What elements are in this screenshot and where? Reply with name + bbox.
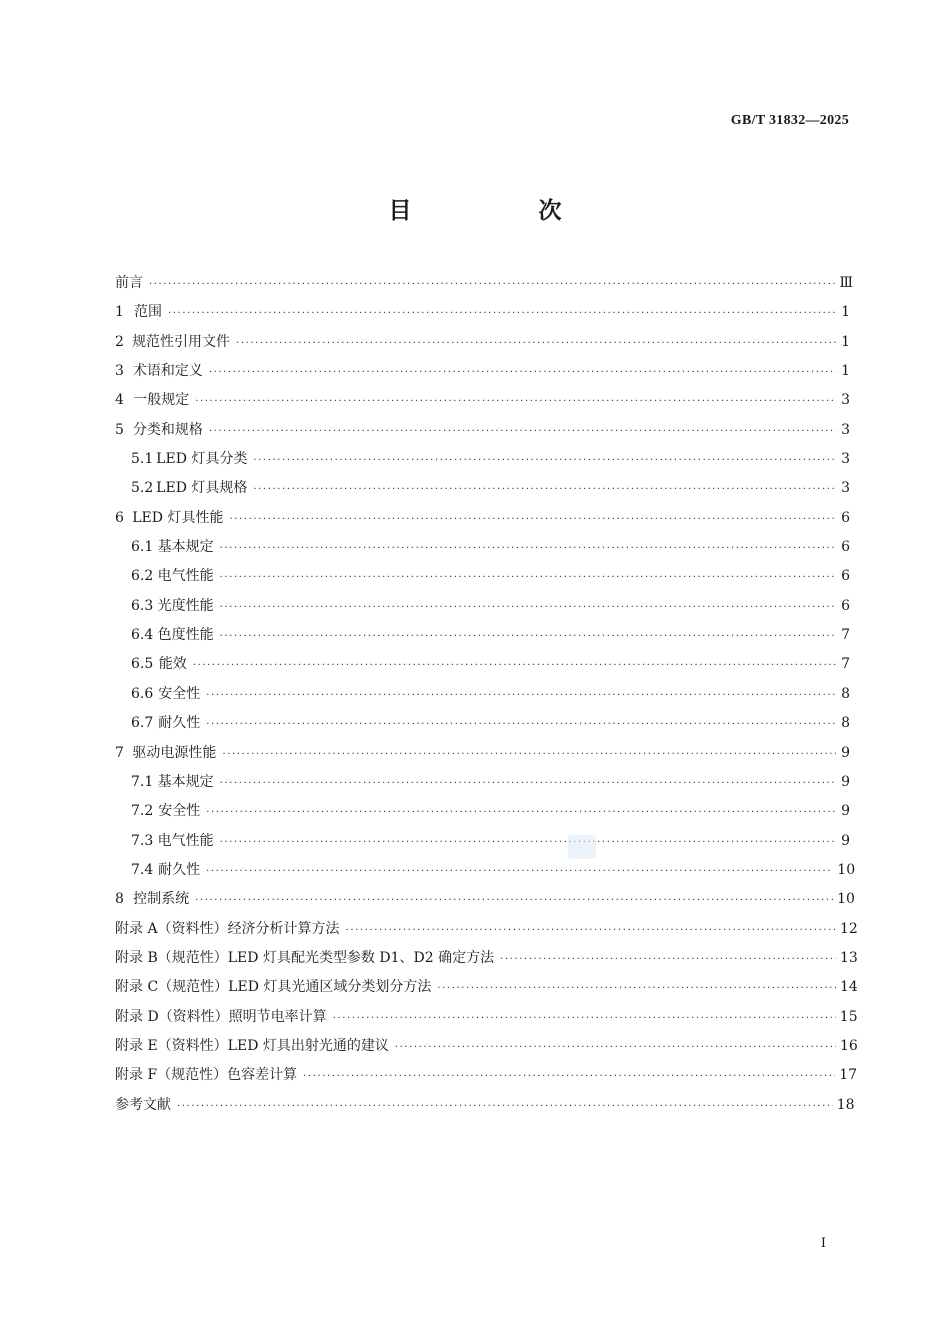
- toc-number: 附录 B（规范性）: [115, 949, 228, 966]
- toc-label: 一般规定: [133, 392, 190, 409]
- toc-number: 6: [115, 509, 124, 526]
- toc-leader: [195, 387, 836, 416]
- toc-page: 16: [840, 1037, 858, 1054]
- toc-label: LED 灯具出射光通的建议: [227, 1037, 389, 1054]
- toc-number: 6.5: [131, 656, 154, 673]
- toc-label: 色度性能: [157, 627, 214, 644]
- toc-label: 电气性能: [157, 832, 214, 849]
- toc-number: 6.1: [131, 539, 154, 556]
- toc-page: 8: [841, 715, 850, 732]
- page-folio: I: [820, 1236, 826, 1251]
- toc-entry-7-2[interactable]: [115, 797, 850, 826]
- toc-label: 安全性: [158, 685, 201, 702]
- toc-entry-annex-b[interactable]: [115, 944, 858, 973]
- toc-number: 5: [115, 421, 124, 438]
- toc-number: 6.7: [131, 715, 154, 732]
- toc-leader: [177, 1092, 833, 1121]
- toc-leader: [236, 329, 836, 358]
- toc-entry-7-3[interactable]: [115, 827, 850, 856]
- toc-entry-7-1[interactable]: [115, 768, 850, 797]
- toc-entry-6-7[interactable]: [115, 709, 850, 738]
- toc-page: 7: [841, 656, 850, 673]
- toc-leader: [149, 270, 835, 299]
- toc-leader: [253, 446, 836, 475]
- toc-label: 控制系统: [133, 891, 190, 908]
- toc-page: 9: [841, 832, 850, 849]
- toc-label: 基本规定: [157, 539, 214, 556]
- toc-label: 基本规定: [157, 773, 214, 790]
- toc-leader: [209, 358, 836, 387]
- toc-entry-annex-d[interactable]: [115, 1003, 858, 1032]
- toc-entry-8[interactable]: [115, 885, 855, 914]
- toc-leader: [333, 1004, 836, 1033]
- toc-leader: [220, 563, 836, 592]
- toc-entry-6-5[interactable]: [115, 650, 850, 679]
- toc-label: LED 灯具分类: [156, 451, 248, 468]
- toc-page: 1: [841, 333, 850, 350]
- toc-leader: [220, 593, 836, 622]
- toc-page: 6: [841, 539, 850, 556]
- toc-number: 4: [115, 392, 124, 409]
- toc-number: 附录 D（资料性）: [115, 1008, 229, 1025]
- toc-number: 2: [115, 333, 124, 350]
- toc-leader: [193, 651, 836, 680]
- toc-entry-6-1[interactable]: [115, 533, 850, 562]
- toc-label: 经济分析计算方法: [227, 920, 340, 937]
- toc-leader: [206, 857, 833, 886]
- toc-page: 15: [839, 1008, 858, 1025]
- toc-number: 附录 C（规范性）: [115, 979, 229, 996]
- toc-page: 6: [841, 509, 850, 526]
- toc-entry-foreword[interactable]: [115, 269, 853, 298]
- toc-leader: [437, 974, 836, 1003]
- toc-number: 3: [115, 363, 124, 380]
- toc-leader: [206, 798, 836, 827]
- toc-page: 18: [836, 1096, 855, 1113]
- toc-page: 10: [837, 891, 855, 908]
- toc-number: 5.2: [131, 480, 154, 497]
- toc-label: LED 灯具性能: [132, 509, 224, 526]
- toc-leader: [222, 740, 836, 769]
- toc-label: 范围: [134, 304, 162, 321]
- toc-number: 附录 A（资料性）: [115, 920, 228, 937]
- toc-leader: [209, 417, 836, 446]
- toc-label: 能效: [158, 656, 187, 673]
- toc-entry-annex-e[interactable]: [115, 1032, 858, 1061]
- toc-label: 色容差计算: [227, 1067, 298, 1084]
- toc-label: 耐久性: [158, 715, 201, 732]
- toc-leader: [253, 475, 836, 504]
- standard-number: GB/T 31832—2025: [730, 113, 849, 128]
- toc-number: 6.2: [131, 568, 154, 585]
- toc-leader: [195, 886, 833, 915]
- toc-page: 14: [840, 979, 858, 996]
- toc-label: 前言: [115, 275, 143, 291]
- toc-number: 7.2: [131, 803, 154, 820]
- toc-leader: [346, 916, 836, 945]
- toc-number: 8: [115, 891, 124, 908]
- toc-leader: [500, 945, 836, 974]
- toc-leader: [229, 505, 836, 534]
- toc-entry-6-2[interactable]: [115, 562, 850, 591]
- toc-page: 1: [841, 304, 850, 321]
- toc-number: 5.1: [131, 451, 154, 468]
- toc-entry-6-4[interactable]: [115, 621, 850, 650]
- toc-leader: [220, 534, 836, 563]
- toc-entry-7[interactable]: [115, 739, 850, 768]
- toc-leader: [395, 1033, 836, 1062]
- toc-number: 7: [115, 744, 124, 761]
- watermark-logo: [568, 835, 596, 859]
- toc-label: 分类和规格: [132, 421, 203, 438]
- toc-page: 13: [840, 949, 858, 966]
- toc-number: 6.6: [131, 685, 154, 702]
- toc-number: 附录 F（规范性）: [115, 1067, 228, 1084]
- toc-page: 8: [841, 685, 850, 702]
- toc-page: 9: [841, 744, 850, 761]
- toc-page: 3: [841, 480, 850, 497]
- toc-page: 10: [837, 861, 856, 878]
- toc-leader: [206, 681, 836, 710]
- toc-entry-6[interactable]: [115, 504, 850, 533]
- toc-label: LED 灯具光通区域分类划分方法: [228, 979, 432, 996]
- toc-label: 规范性引用文件: [132, 333, 231, 350]
- toc-leader: [220, 769, 836, 798]
- toc-entry-7-4[interactable]: [115, 856, 856, 885]
- toc-page: 7: [841, 627, 850, 644]
- toc-number: 1: [115, 304, 124, 321]
- toc-label: LED 灯具规格: [156, 480, 248, 497]
- toc-entry-5-1[interactable]: [115, 445, 850, 474]
- toc-entry-2[interactable]: [115, 328, 850, 357]
- toc-entry-6-3[interactable]: [115, 592, 850, 621]
- toc-page: 3: [841, 392, 850, 409]
- toc-entry-5[interactable]: [115, 416, 850, 445]
- toc-entry-5-2[interactable]: [115, 474, 850, 503]
- table-of-contents: [115, 269, 858, 1120]
- toc-label: 照明节电率计算: [228, 1008, 327, 1025]
- toc-number: 附录 E（资料性）: [115, 1037, 228, 1054]
- toc-label: LED 灯具配光类型参数 D1、D2 确定方法: [227, 949, 495, 966]
- toc-entry-annex-c[interactable]: [115, 973, 858, 1002]
- page-title: 目 次: [388, 197, 614, 224]
- toc-entry-bibliography[interactable]: [115, 1091, 855, 1120]
- toc-page: 9: [841, 773, 850, 790]
- toc-entry-annex-a[interactable]: [115, 915, 858, 944]
- toc-page: 17: [839, 1067, 858, 1084]
- toc-number: 6.3: [131, 597, 154, 614]
- toc-entry-4[interactable]: [115, 386, 850, 415]
- toc-entry-6-6[interactable]: [115, 680, 850, 709]
- toc-number: 6.4: [131, 627, 154, 644]
- toc-entry-annex-f[interactable]: [115, 1061, 858, 1090]
- toc-label: 参考文献: [115, 1096, 171, 1113]
- toc-leader: [206, 710, 836, 739]
- toc-label: 安全性: [158, 803, 201, 820]
- toc-entry-1[interactable]: [115, 298, 850, 327]
- toc-number: 7.3: [131, 832, 154, 849]
- toc-leader: [168, 299, 836, 328]
- toc-label: 驱动电源性能: [132, 744, 217, 761]
- toc-number: 7.4: [131, 861, 154, 878]
- toc-label: 光度性能: [157, 597, 214, 614]
- toc-label: 术语和定义: [132, 363, 203, 380]
- toc-entry-3[interactable]: [115, 357, 850, 386]
- toc-page: 3: [841, 421, 850, 438]
- toc-label: 电气性能: [157, 568, 214, 585]
- toc-number: 7.1: [131, 773, 154, 790]
- toc-leader: [303, 1062, 835, 1091]
- toc-page: 6: [841, 568, 850, 585]
- toc-leader: [220, 828, 836, 857]
- toc-page: 6: [841, 597, 850, 614]
- toc-leader: [220, 622, 836, 651]
- toc-page: 1: [841, 363, 850, 380]
- toc-page: 9: [841, 803, 850, 820]
- toc-page: 12: [840, 920, 858, 937]
- toc-label: 耐久性: [158, 861, 201, 878]
- toc-page: 3: [841, 451, 850, 468]
- toc-page: Ⅲ: [839, 275, 853, 291]
